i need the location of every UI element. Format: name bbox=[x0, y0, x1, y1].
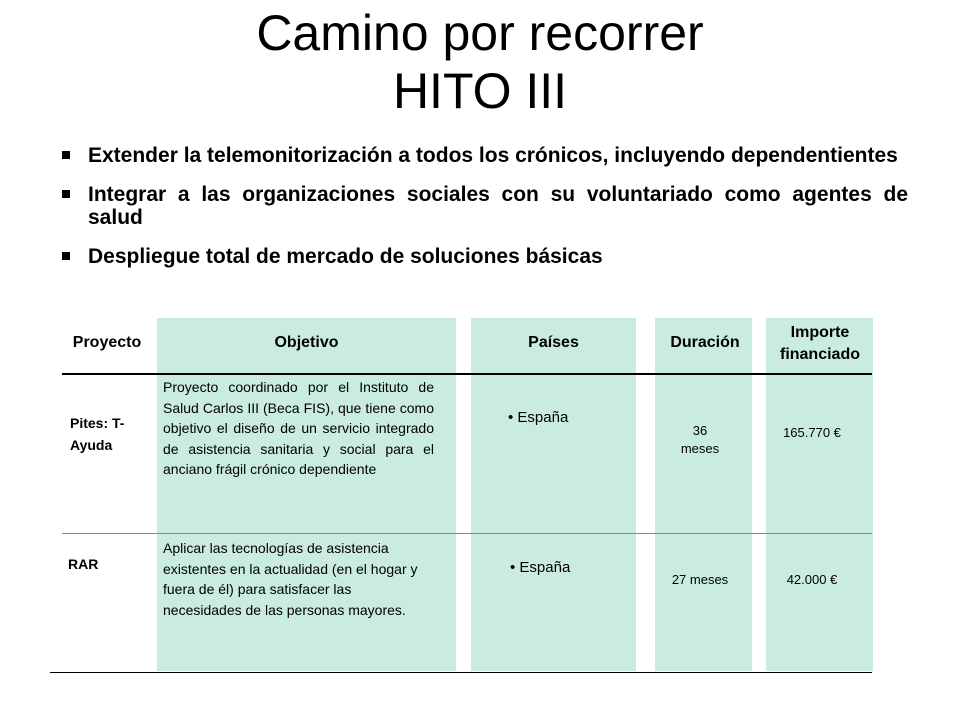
paises-column-bg bbox=[471, 318, 636, 671]
row1-proyecto: Pites: T-Ayuda bbox=[70, 415, 125, 453]
row1-objetivo: Proyecto coordinado por el Instituto de Salud Carlos III (Beca FIS), que tiene como objetivo el diseño de un servicio integrado de asistencia sanitaria y social para el anciano frágil crónico dependiente bbox=[163, 379, 434, 477]
row2-paises: • España bbox=[510, 559, 571, 576]
row1-duracion: 36 meses bbox=[680, 423, 720, 456]
row1-importe: 165.770 € bbox=[783, 425, 841, 440]
square-bullet-icon bbox=[62, 190, 70, 198]
header-objetivo: Objetivo bbox=[274, 334, 339, 351]
header-duracion: Duración bbox=[670, 334, 740, 351]
row2-duracion: 27 meses bbox=[671, 572, 729, 587]
header-importe: Importe financiado bbox=[779, 324, 860, 363]
title-line-1: Camino por recorrer bbox=[256, 5, 704, 61]
row2-objetivo: Aplicar las tecnologías de asistencia existentes en la actualidad (en el hogar y fuera de él) para satisfacer las necesidades de las personas mayores. bbox=[163, 540, 418, 618]
square-bullet-icon bbox=[62, 151, 70, 159]
bullet-list bbox=[60, 144, 908, 284]
table-bottom-rule bbox=[50, 672, 872, 673]
title-line-2: HITO III bbox=[392, 63, 568, 119]
bullet-item: Integrar a las organizaciones sociales con su voluntariado como agentes de salud bbox=[60, 183, 908, 229]
row2-importe: 42.000 € bbox=[786, 572, 838, 587]
row1-paises: • España bbox=[508, 409, 569, 426]
header-paises: Países bbox=[528, 334, 579, 351]
row2-proyecto: RAR bbox=[68, 556, 99, 572]
header-proyecto: Proyecto bbox=[72, 334, 142, 351]
bullet-item: Despliegue total de mercado de soluciones básicas bbox=[60, 245, 908, 268]
slide-title bbox=[0, 4, 960, 120]
duracion-column-bg bbox=[655, 318, 752, 671]
bullet-item: Extender la telemonitorización a todos los crónicos, incluyendo dependentientes bbox=[60, 144, 908, 167]
square-bullet-icon bbox=[62, 252, 70, 260]
header-rule bbox=[62, 373, 872, 375]
row-separator bbox=[62, 533, 872, 534]
importe-column-bg bbox=[766, 318, 873, 671]
